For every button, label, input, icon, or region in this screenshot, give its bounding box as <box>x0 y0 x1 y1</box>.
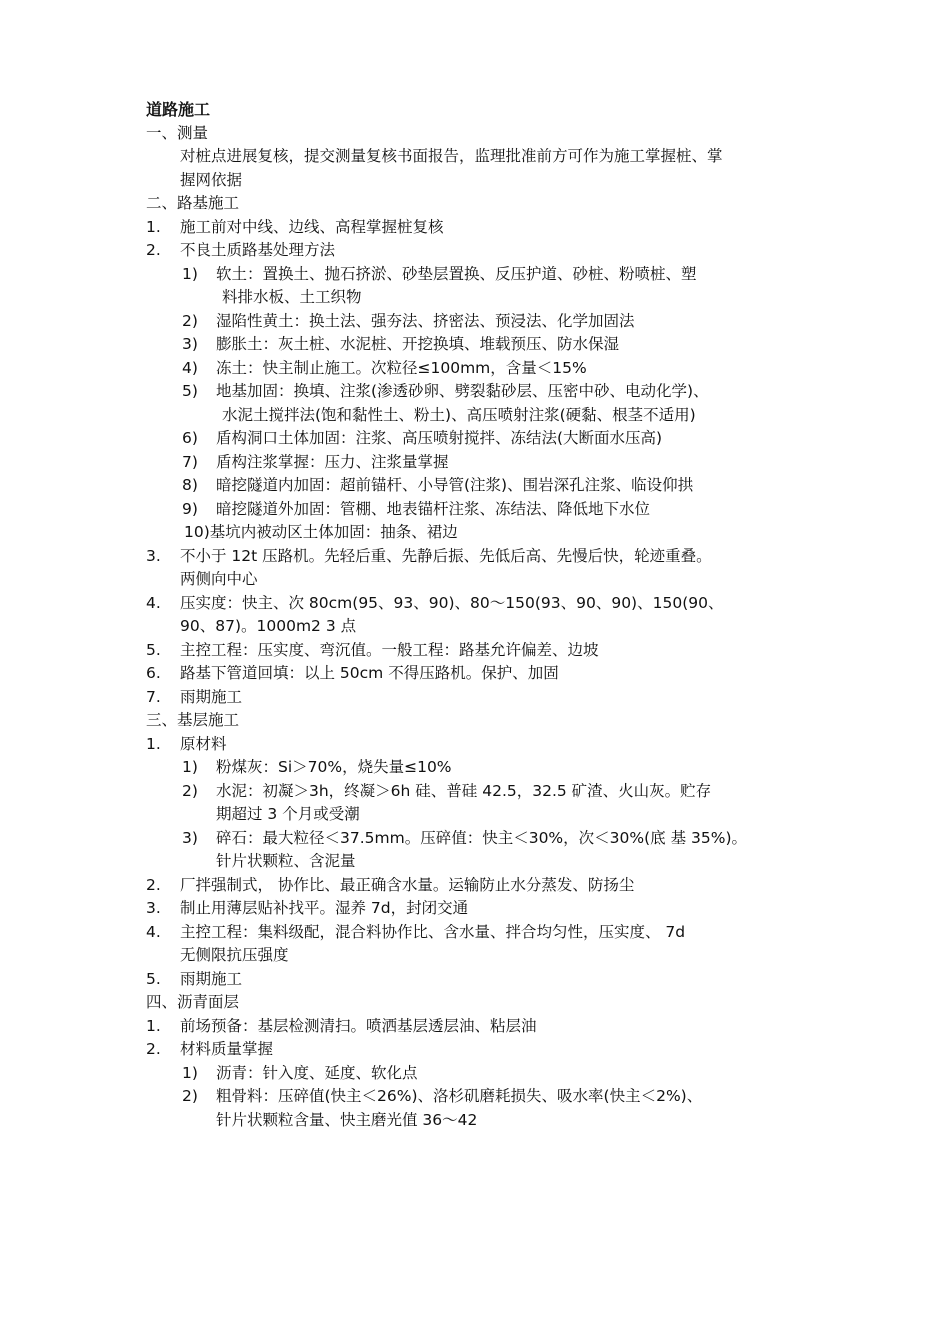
sub-item-number: 2) <box>182 1087 198 1105</box>
sub-item-number: 9) <box>182 499 198 518</box>
item-number: 4. <box>146 922 161 941</box>
item-number: 3. <box>146 546 161 565</box>
sub-list-item <box>146 474 836 498</box>
item-number: 7. <box>146 687 161 706</box>
item-number: 4. <box>146 593 161 612</box>
sub-item-text: 针片状颗粒、含泥量 <box>216 852 356 870</box>
sub-item-text: 盾构注浆掌握：压力、注浆量掌握 <box>216 452 449 471</box>
document-page <box>146 98 836 1132</box>
item-number: 6. <box>146 664 161 682</box>
item-text: 无侧限抗压强度 <box>180 946 289 964</box>
item-number: 5. <box>146 640 161 659</box>
item-text: 制止用薄层贴补找平。湿养 7d，封闭交通 <box>180 899 469 917</box>
sub-list-item <box>146 380 836 427</box>
list-item <box>146 921 836 968</box>
sub-item-number: 4) <box>182 358 198 377</box>
sub-item-number: 10) <box>184 523 210 541</box>
sub-list-item <box>146 756 836 780</box>
item-text: 厂拌强制式， 协作比、最正确含水量。运输防止水分蒸发、防扬尘 <box>180 875 635 894</box>
item-text: 施工前对中线、边线、高程掌握桩复核 <box>180 217 444 236</box>
paragraph-line: 对桩点进展复核，提交测量复核书面报告，监理批准前方可作为施工掌握桩、掌 <box>180 147 723 165</box>
sub-item-number: 3) <box>182 335 198 353</box>
sub-list-item <box>146 498 836 522</box>
sub-item-text: 膨胀土：灰土桩、水泥桩、开挖换填、堆载预压、防水保湿 <box>216 335 620 353</box>
sub-list-item <box>146 827 836 874</box>
list-item <box>146 239 836 263</box>
sub-item-number: 1) <box>182 1063 198 1082</box>
sub-item-number: 7) <box>182 452 198 471</box>
sub-list-item <box>146 427 836 451</box>
sub-item-text: 水泥土搅拌法(饱和黏性土、粉土)、高压喷射注浆(硬黏、根茎不适用) <box>222 405 696 424</box>
item-text: 90、87)。1000m2 3 点 <box>180 617 357 635</box>
item-number: 2. <box>146 241 161 259</box>
item-number: 1. <box>146 1016 161 1035</box>
list-item <box>146 592 836 639</box>
sub-list-item <box>146 263 836 310</box>
sub-list-item <box>146 780 836 827</box>
list-item <box>146 216 836 240</box>
sub-item-text: 暗挖隧道外加固：管棚、地表锚杆注浆、冻结法、降低地下水位 <box>216 499 651 518</box>
sub-list-item <box>146 333 836 357</box>
sub-item-text: 盾构洞口土体加固：注浆、高压喷射搅拌、冻结法(大断面水压高) <box>216 429 663 447</box>
item-text: 不小于 12t 压路机。先轻后重、先静后振、先低后高、先慢后快，轮迹重叠。 <box>180 546 712 565</box>
sub-list-item <box>146 521 836 545</box>
sub-item-number: 1) <box>182 758 198 776</box>
sub-item-text: 软土：置换土、抛石挤淤、砂垫层置换、反压护道、砂桩、粉喷桩、塑 <box>216 264 697 283</box>
list-item <box>146 1038 836 1062</box>
list-item <box>146 662 836 686</box>
sub-list-item <box>146 451 836 475</box>
sub-item-text: 湿陷性黄土：换土法、强夯法、挤密法、预浸法、化学加固法 <box>216 311 635 330</box>
sub-item-number: 1) <box>182 264 198 283</box>
sub-item-text: 冻土：快主制止施工。次粒径≤100mm，含量＜15% <box>216 358 587 377</box>
section-heading-base-course: 三、基层施工 <box>146 711 240 729</box>
sub-item-text: 粗骨料：压碎值(快主＜26%)、洛杉矶磨耗损失、吸水率(快主＜2%)、 <box>216 1087 703 1105</box>
section-heading-asphalt: 四、沥青面层 <box>146 993 240 1011</box>
sub-list-item <box>146 1085 836 1132</box>
item-text: 不良土质路基处理方法 <box>180 241 336 259</box>
sub-item-text: 沥青：针入度、延度、软化点 <box>216 1063 418 1082</box>
sub-item-number: 5) <box>182 382 198 400</box>
list-item <box>146 1015 836 1039</box>
item-text: 雨期施工 <box>180 687 243 706</box>
item-number: 1. <box>146 217 161 236</box>
item-text: 雨期施工 <box>180 969 243 988</box>
list-item <box>146 639 836 663</box>
sub-item-text: 碎石：最大粒径＜37.5mm。压碎值：快主＜30%，次＜30%(底 基 35%)。 <box>216 828 748 847</box>
item-number: 2. <box>146 1040 161 1058</box>
sub-item-text: 基坑内被动区土体加固：抽条、裙边 <box>209 523 458 541</box>
item-text: 前场预备：基层检测清扫。喷洒基层透层油、粘层油 <box>180 1016 537 1035</box>
item-text: 主控工程：压实度、弯沉值。一般工程：路基允许偏差、边坡 <box>180 640 599 659</box>
sub-item-number: 3) <box>182 828 198 847</box>
sub-item-text: 期超过 3 个月或受潮 <box>216 805 360 823</box>
sub-item-number: 6) <box>182 429 198 447</box>
sub-list-item <box>146 357 836 381</box>
sub-item-text: 暗挖隧道内加固：超前锚杆、小导管(注浆)、围岩深孔注浆、临设仰拱 <box>216 476 694 494</box>
item-text: 主控工程：集料级配，混合料协作比、含水量、拌合均匀性，压实度、 7d <box>180 922 686 941</box>
item-number: 1. <box>146 734 161 753</box>
list-item <box>146 545 836 592</box>
paragraph-line: 握网依据 <box>180 170 243 189</box>
list-item <box>146 733 836 757</box>
item-number: 3. <box>146 899 161 917</box>
item-text: 路基下管道回填：以上 50cm 不得压路机。保护、加固 <box>180 664 559 682</box>
item-number: 2. <box>146 875 161 894</box>
sub-item-number: 2) <box>182 311 198 330</box>
item-number: 5. <box>146 969 161 988</box>
section-heading-survey: 一、测量 <box>146 123 209 142</box>
sub-list-item <box>146 310 836 334</box>
sub-item-number: 8) <box>182 476 198 494</box>
sub-item-text: 料排水板、土工织物 <box>222 288 362 306</box>
list-item <box>146 968 836 992</box>
sub-item-text: 粉煤灰：Si＞70%，烧失量≤10% <box>216 758 452 776</box>
survey-paragraph <box>180 145 836 192</box>
item-text: 原材料 <box>180 734 227 753</box>
sub-item-text: 水泥：初凝＞3h，终凝＞6h 硅、普硅 42.5，32.5 矿渣、火山灰。贮存 <box>216 781 712 800</box>
sub-item-number: 2) <box>182 781 198 800</box>
sub-item-text: 针片状颗粒含量、快主磨光值 36～42 <box>216 1110 478 1129</box>
item-text: 压实度：快主、次 80cm(95、93、90)、80～150(93、90、90)、150(90、 <box>180 593 724 612</box>
item-text: 材料质量掌握 <box>180 1040 274 1058</box>
sub-list-item <box>146 1062 836 1086</box>
list-item <box>146 686 836 710</box>
section-heading-subgrade: 二、路基施工 <box>146 194 240 212</box>
sub-item-text: 地基加固：换填、注浆(渗透砂卵、劈裂黏砂层、压密中砂、电动化学)、 <box>216 382 709 400</box>
list-item <box>146 897 836 921</box>
document-title: 道路施工 <box>146 100 211 119</box>
list-item <box>146 874 836 898</box>
item-text: 两侧向中心 <box>180 570 258 588</box>
